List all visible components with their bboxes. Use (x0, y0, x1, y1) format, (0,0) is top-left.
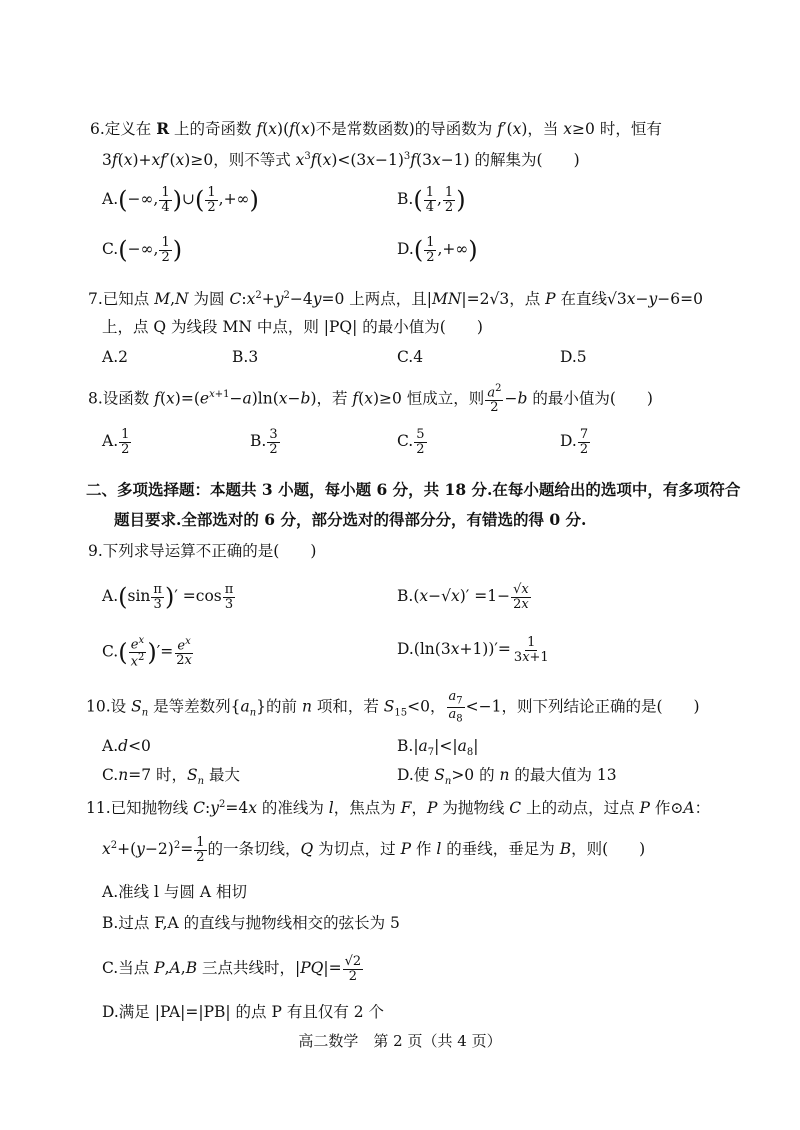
section-2-heading-line-1: 二、多项选择题：本题共 3 小题，每小题 6 分，共 18 分.在每小题给出的选项中，有多项符合 (86, 480, 741, 499)
q6-option-c: C.(−∞, $\frac{1}{2}$ ) (102, 235, 183, 265)
q8-option-c: C. $\frac{5}{2}$ (397, 427, 425, 457)
q10-stem: 10.设 $S_n$ 是等差数列$\{a_n\}$的前 n 项和，若 $S_{15}<0$， $\frac{a_7}{a_8}$ <−1，则下列结论正确的是( ) (86, 689, 700, 725)
q8-option-b: B. $\frac{3}{2}$ (250, 427, 278, 457)
q6-option-b: B.( $\frac{1}{4}$ , $\frac{1}{2}$ ) (397, 185, 466, 215)
q10-option-d: D.使 $S_n>0$ 的 n 的最大值为 13 (397, 766, 617, 788)
q10-option-a: A.d<0 (102, 737, 151, 755)
q8-stem: 8.设函数 $f(x)=(e^{x+1}-a)\ln(x-b)$，若 f(x)≥0 恒成立，则 $\frac{a^2}{2}$ −b 的最小值为( ) (88, 383, 653, 415)
q6-option-a: A.(−∞, $\frac{1}{4}$ )∪( $\frac{1}{2}$ ,+∞) (102, 185, 259, 215)
page-footer: 高二数学 第 2 页（共 4 页） (298, 1032, 502, 1050)
q7-option-b: B.3 (232, 348, 259, 366)
q11-option-a: A.准线 l 与圆 A 相切 (102, 883, 247, 901)
q7-stem-line-1: 7.已知点 M,N 为圆 $C:x^2+y^2-4y=0$ 上两点，且|MN|=2√3，点 P 在直线√3x−y−6=0 (88, 290, 703, 309)
q10-option-c: C.n=7 时，$S_n$ 最大 (102, 766, 241, 788)
q10-option-b: $B.|a_7|<|a_8|$ (397, 737, 479, 759)
q8-option-d: D. $\frac{7}{2}$ (560, 427, 589, 457)
q7-option-a: A.2 (102, 348, 128, 366)
q11-option-c: C.当点 P,A,B 三点共线时，|PQ|= $\frac{√2}{2}$ (102, 954, 362, 984)
q11-option-d: D.满足 |PA|=|PB| 的点 P 有且仅有 2 个 (102, 1003, 385, 1021)
q9-option-b: B.(x−√x)′ =1− $\frac{√x}{2x}$ (397, 582, 529, 612)
q11-stem-line-1: 11.已知抛物线 $C:y^2=4x$ 的准线为 l，焦点为 F，P 为抛物线 C 上的动点，过点 P 作⊙A： (86, 799, 711, 818)
q11-option-b: B.过点 F,A 的直线与抛物线相交的弦长为 5 (102, 914, 400, 932)
q6-option-d: D.( $\frac{1}{2}$ ,+∞) (397, 235, 478, 265)
q8-option-a: A. $\frac{1}{2}$ (102, 427, 130, 457)
q7-option-c: C.4 (397, 348, 424, 366)
q11-stem-line-2: $x^2+(y-2)^2=$ $\frac{1}{2}$ 的一条切线，Q 为切点，过 P 作 l 的垂线，垂足为 B，则( ) (102, 835, 646, 865)
section-2-heading-line-2: 题目要求.全部选对的 6 分，部分选对的得部分分，有错选的得 0 分. (114, 510, 587, 529)
q6-stem-line-2: 3f(x)+xf′(x)≥0，则不等式 $x^3f(x)<(3x-1)^3f(3x-1)$ 的解集为( ) (102, 151, 580, 170)
q9-option-a: A.(sin $\frac{\pi}{3}$ )′ =cos $\frac{\pi}{3}$ (102, 582, 234, 612)
q9-option-c: C.( $\frac{e^x}{x^2}$ )′= $\frac{e^x}{2x}$ (102, 635, 192, 670)
q7-option-d: D.5 (560, 348, 587, 366)
q9-stem: 9.下列求导运算不正确的是( ) (88, 542, 317, 560)
q6-stem-line-1: 6.定义在 R 上的奇函数 f(x)(f(x)不是常数函数)的导函数为 f′(x)，当 x≥0 时，恒有 (90, 119, 662, 138)
q9-option-d: D.(ln(3x+1))′= $\frac{1}{3x+1}$ (397, 635, 549, 665)
q7-stem-line-2: 上，点 Q 为线段 MN 中点，则 |PQ| 的最小值为( ) (102, 318, 483, 336)
